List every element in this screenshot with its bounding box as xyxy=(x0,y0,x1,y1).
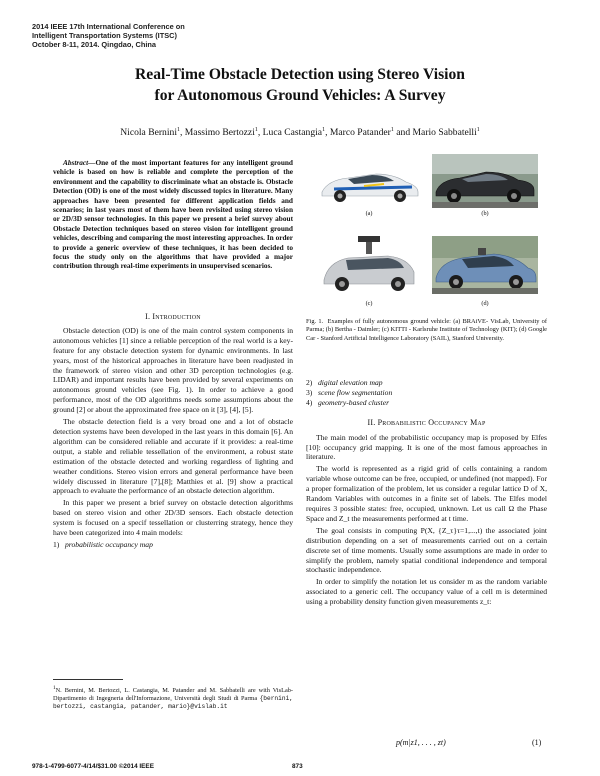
list-number: 2) xyxy=(306,378,313,387)
footnote-marker: 1 xyxy=(53,685,56,691)
introduction-section xyxy=(53,312,293,550)
figure-sublabel-d: (d) xyxy=(481,300,489,307)
author-affiliation: 1 xyxy=(322,127,326,133)
section-heading: II. Probabilistic Occupancy Map xyxy=(367,417,486,427)
figure-sublabel-b: (b) xyxy=(481,210,489,217)
figure-image-c xyxy=(318,232,418,298)
list-item xyxy=(306,398,547,408)
author-affiliation: 1 xyxy=(390,127,394,133)
author-separator: , xyxy=(325,127,330,139)
author-separator: and xyxy=(393,127,413,139)
figure-caption-text: Examples of fully autonomous ground vehicle: (a) BRAiVE- VisLab, University of Parma; (b) Bertha - Daimler; (c) KITTI - Karlsruhe Institute of Technology (KIT); (d) Google Car - Stanford Artificial Intelligence Laboratory (SAIL), Stanford University. xyxy=(306,318,547,342)
author-name: Nicola Bernini xyxy=(120,127,177,139)
author-affiliation: 1 xyxy=(476,127,480,133)
figure-caption-label: Fig. 1. xyxy=(306,318,324,325)
author-separator: , xyxy=(179,127,185,139)
author-affiliation: 1 xyxy=(254,127,258,133)
right-column xyxy=(306,378,547,609)
paragraph: Obstacle detection (OD) is one of the main control system components in autonomous vehicles [1] since a reliable perception of the real world is a key-feature for any obstacle detection system for dynamic environments. In last years, most of the historical approaches in literature have been readjusted in the framework of stereo vision and other 3D perception technologies (e.g. LIDAR) and important results have been provided by several experiments on autonomous ground vehicles (see Fig. 1). In order to achieve a good performance, most of the OD algorithms needs some assumptions about the ground [2] or about the approximated free space on it [3], [4], [5]. xyxy=(53,325,293,415)
paragraph: The main model of the probabilistic occupancy map is proposed by Elfes [10]: occupancy grid mapping. It is one of the most famous approaches in literature. xyxy=(306,432,547,462)
author-name: Massimo Bertozzi xyxy=(184,127,255,139)
abstract-text: One of the most important features for any intelligent ground vehicle is based on how is reliable and complete the perception of the environment and the capability to discriminate what an obstacle is. Obstacle Detection (OD) is one of the most widely discussed topics in literature. Many approaches have been presented for different application fields and scenarios; in last years most of them have been revisited using stereo vision or 2D/3D sensor technologies. In this paper we present a brief survey about Obstacle Detection techniques based on stereo vision for intelligent ground vehicles, describing and comparing the most interesting approaches. In order to provide a generic overview of these techniques, it has been decided to focus the study only on the algorithms that have provided a major contribution through real-time experiments in unsupervised scenarios. xyxy=(53,158,293,271)
paper-title xyxy=(40,64,560,106)
title-line-1: Real-Time Obstacle Detection using Stereo Vision xyxy=(135,66,465,83)
author-affiliation: 1 xyxy=(176,127,180,133)
figure-image-a xyxy=(314,158,424,208)
abstract-dash: — xyxy=(88,158,96,167)
list-text: geometry-based cluster xyxy=(318,397,390,407)
list-number: 3) xyxy=(306,387,313,397)
footer-isbn: 978-1-4799-6077-4/14/$31.00 ©2014 IEEE xyxy=(32,763,154,770)
page-number: 873 xyxy=(292,763,303,770)
paragraph: In order to simplify the notation let us consider m as the random variable associated to a generic cell. The occupancy value of a cell m is determined using a probability density function given measurements z_t: xyxy=(306,577,547,607)
figure-sublabel-a: (a) xyxy=(365,210,373,217)
conference-line-2: Intelligent Transportation Systems (ITSC) xyxy=(32,31,177,40)
paragraph: The world is represented as a rigid grid of cells containing a random variable whose outcome can be free, occupied, or undefined (not mapped). For a proper formalization of the problem, let us consider a regular lattice D of X, Random Variables with outcomes in a finite set of labels. The Elfes model requires 3 possible states: free, occupied, unknown. Let us call Ω the Phase Space and Z_t the measurements performed at t time. xyxy=(306,464,547,523)
section-heading: I. Introduction xyxy=(145,312,201,321)
list-item xyxy=(53,540,293,550)
list-text: scene flow segmentation xyxy=(318,387,393,397)
author-name: Mario Sabbatelli xyxy=(412,127,477,139)
figure-sublabel-c: (c) xyxy=(365,300,373,307)
author-separator: , xyxy=(257,127,263,139)
footnote-emails: {bernini, bertozzi, castangia, patander, mario}@vislab.it xyxy=(53,695,293,711)
author-list xyxy=(30,124,570,139)
conference-line-3: October 8-11, 2014. Qingdao, China xyxy=(32,40,157,49)
list-item xyxy=(306,378,547,388)
list-text: probabilistic occupancy map xyxy=(65,539,153,549)
list-item xyxy=(306,388,547,398)
figure-image-b xyxy=(432,154,538,208)
footnote xyxy=(53,684,293,711)
list-number: 4) xyxy=(306,397,313,407)
author-name: Luca Castangia xyxy=(262,127,323,139)
footnote-rule xyxy=(53,679,123,680)
author-name: Marco Patander xyxy=(329,127,391,139)
conference-header xyxy=(32,22,185,49)
equation-number: (1) xyxy=(532,738,542,747)
title-line-2: for Autonomous Ground Vehicles: A Survey xyxy=(154,87,446,104)
paragraph: In this paper we present a brief survey on obstacle detection algorithms based on stereo vision and other 2D/3D sensors. Each obstacle detection system is focused on a specif tessellation or clusterring strategy, hence they have been categorized into 4 main models: xyxy=(53,498,293,538)
abstract-label: Abstract xyxy=(63,158,89,167)
abstract xyxy=(53,158,293,273)
list-text: digital elevation map xyxy=(318,378,383,387)
figure-caption xyxy=(306,318,547,343)
list-number: 1) xyxy=(53,539,60,549)
paragraph: The obstacle detection field is a very broad one and a lot of obstacle detection systems have been developed in the last years in this domain [6]. An algorithm can be considered reliable and accurate if it provides: a real-time output, a stable and reliable tessellation of the environment, a robust state estimation of the obstacle detected and working regardless of lighting and weather conditions. Stereo vision errors and general performance have been widely discussed in literature [7],[8]; Matthies et al. [9] show a practical approach to evaluate the performance of an obstacle detection algorithm. xyxy=(53,417,293,496)
conference-line-1: 2014 IEEE 17th International Conference on xyxy=(32,22,185,31)
equation: p(m|z1, . . . , zt) xyxy=(396,738,446,747)
footnote-text: N. Bernini, M. Bertozzi, L. Castangia, M. Patander and M. Sabbatelli are with VisLab-Dipartimento di Ingegneria dell'Informazione, Università degli Studi di Parma xyxy=(53,687,293,703)
figure-image-d xyxy=(432,236,538,294)
paragraph: The goal consists in computing P(X, {Z_τ}τ=1,...,t) the associated joint distribution depending on a set of measurements carried out on a certain discrete set of time moments. Usually some assumptions are made in order to simplify the problem, namely spatial conditional independence and temporal stochastic independence. xyxy=(306,525,547,575)
